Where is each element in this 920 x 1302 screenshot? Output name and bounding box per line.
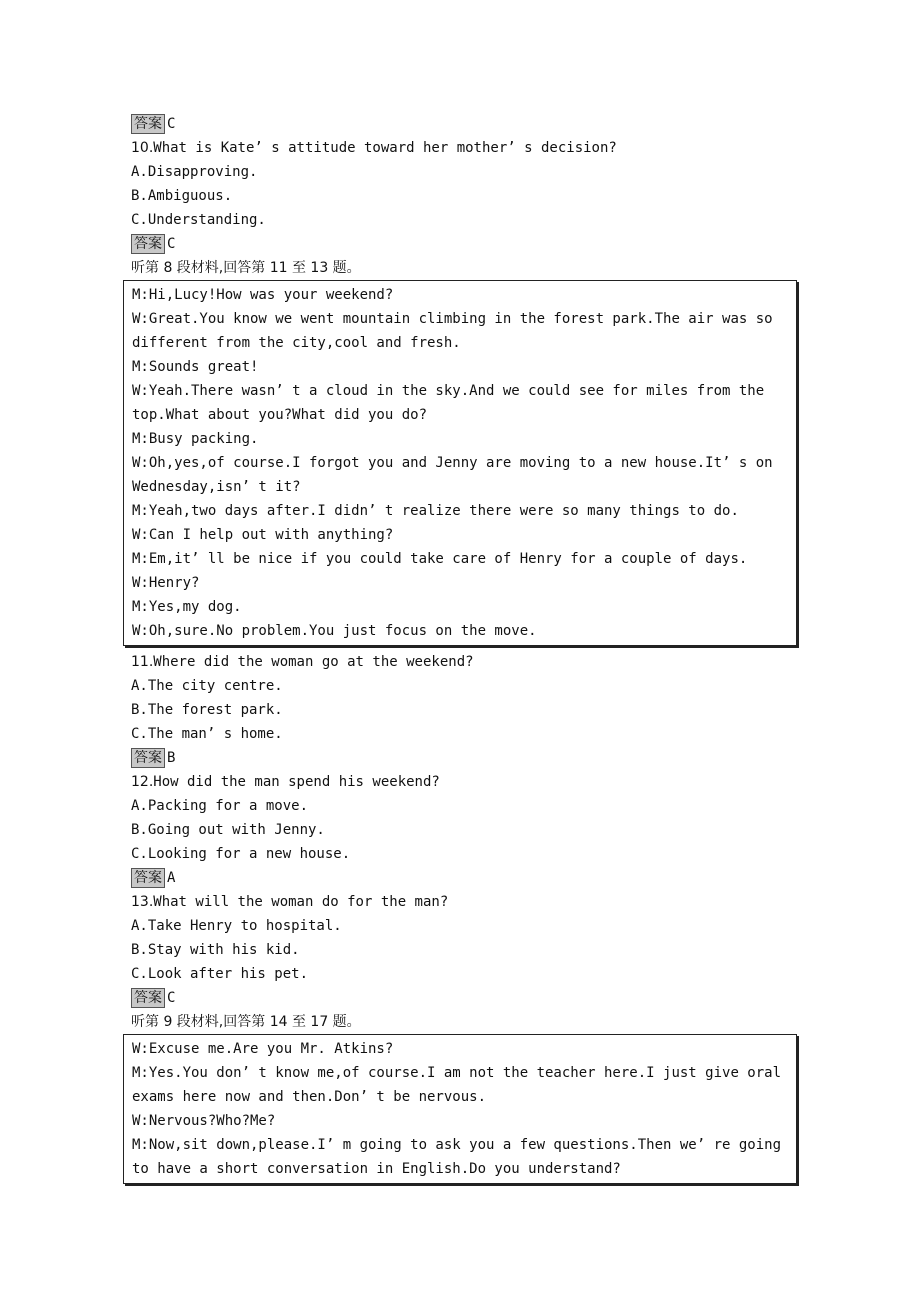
question-text: What will the woman do for the man? [153,894,449,910]
question-text: How did the man spend his weekend? [153,774,440,790]
dialogue-line: W:Yeah.There wasn’ t a cloud in the sky.And we could see for miles from the top.What about you?What did you do? [132,383,765,423]
dialogue-line: M:Yes,my dog. [132,599,242,615]
answer-value: B [167,750,176,766]
question-text: Where did the woman go at the weekend? [153,654,474,670]
dialogue-transcript-box [123,1034,797,1184]
dialogue-line: M:Em,it’ ll be nice if you could take care of Henry for a couple of days. [132,551,748,567]
question-number: 11. [131,654,154,670]
answer-option: B.Stay with his kid. [131,942,300,958]
dialogue-line: W:Oh,yes,of course.I forgot you and Jenny are moving to a new house.It’ s on Wednesday,isn’ t it? [132,455,773,495]
answer-value: C [167,990,176,1006]
section-instruction: 听第 8 段材料,回答第 11 至 13 题。 [131,260,361,276]
answer-label: 答案 [131,868,165,888]
question-row [131,136,801,160]
question-number: 12. [131,774,154,790]
answer-row [131,232,801,256]
dialogue-line: M:Busy packing. [132,431,259,447]
dialogue-line: W:Henry? [132,575,200,591]
answer-row [131,986,801,1010]
dialogue-line: W:Great.You know we went mountain climbing in the forest park.The air was so different from the city,cool and fresh. [132,311,773,351]
answer-option: C.Looking for a new house. [131,846,351,862]
dialogue-line: M:Hi,Lucy!How was your weekend? [132,287,394,303]
question-row [131,890,801,914]
answer-label: 答案 [131,988,165,1008]
question-row [131,650,801,674]
answer-row [131,112,801,136]
question-number: 13. [131,894,154,910]
answer-option: C.Understanding. [131,212,266,228]
answer-option: C.Look after his pet. [131,966,309,982]
answer-row [131,866,801,890]
dialogue-line: M:Yeah,two days after.I didn’ t realize there were so many things to do. [132,503,739,519]
document-page [131,112,801,1188]
answer-option: A.The city centre. [131,678,283,694]
section-instruction: 听第 9 段材料,回答第 14 至 17 题。 [131,1014,361,1030]
question-number: 10. [131,140,154,156]
answer-label: 答案 [131,748,165,768]
question-row [131,770,801,794]
dialogue-line: M:Sounds great! [132,359,259,375]
dialogue-line: W:Nervous?Who?Me? [132,1113,276,1129]
answer-option: B.Going out with Jenny. [131,822,325,838]
dialogue-line: W:Can I help out with anything? [132,527,394,543]
answer-value: A [167,870,176,886]
answer-label: 答案 [131,114,165,134]
question-text: What is Kate’ s attitude toward her mother’ s decision? [153,140,617,156]
dialogue-line: W:Excuse me.Are you Mr. Atkins? [132,1041,394,1057]
answer-option: B.Ambiguous. [131,188,233,204]
answer-value: C [167,116,176,132]
answer-row [131,746,801,770]
dialogue-line: M:Now,sit down,please.I’ m going to ask you a few questions.Then we’ re going to have a short conversation in English.Do you understand? [132,1137,782,1177]
answer-option: A.Packing for a move. [131,798,309,814]
answer-option: B.The forest park. [131,702,283,718]
answer-option: C.The man’ s home. [131,726,283,742]
dialogue-line: M:Yes.You don’ t know me,of course.I am not the teacher here.I just give oral exams here now and then.Don’ t be nervous. [132,1065,782,1105]
dialogue-transcript-box [123,280,797,646]
answer-value: C [167,236,176,252]
answer-label: 答案 [131,234,165,254]
answer-option: A.Disapproving. [131,164,258,180]
answer-option: A.Take Henry to hospital. [131,918,342,934]
dialogue-line: W:Oh,sure.No problem.You just focus on the move. [132,623,537,639]
